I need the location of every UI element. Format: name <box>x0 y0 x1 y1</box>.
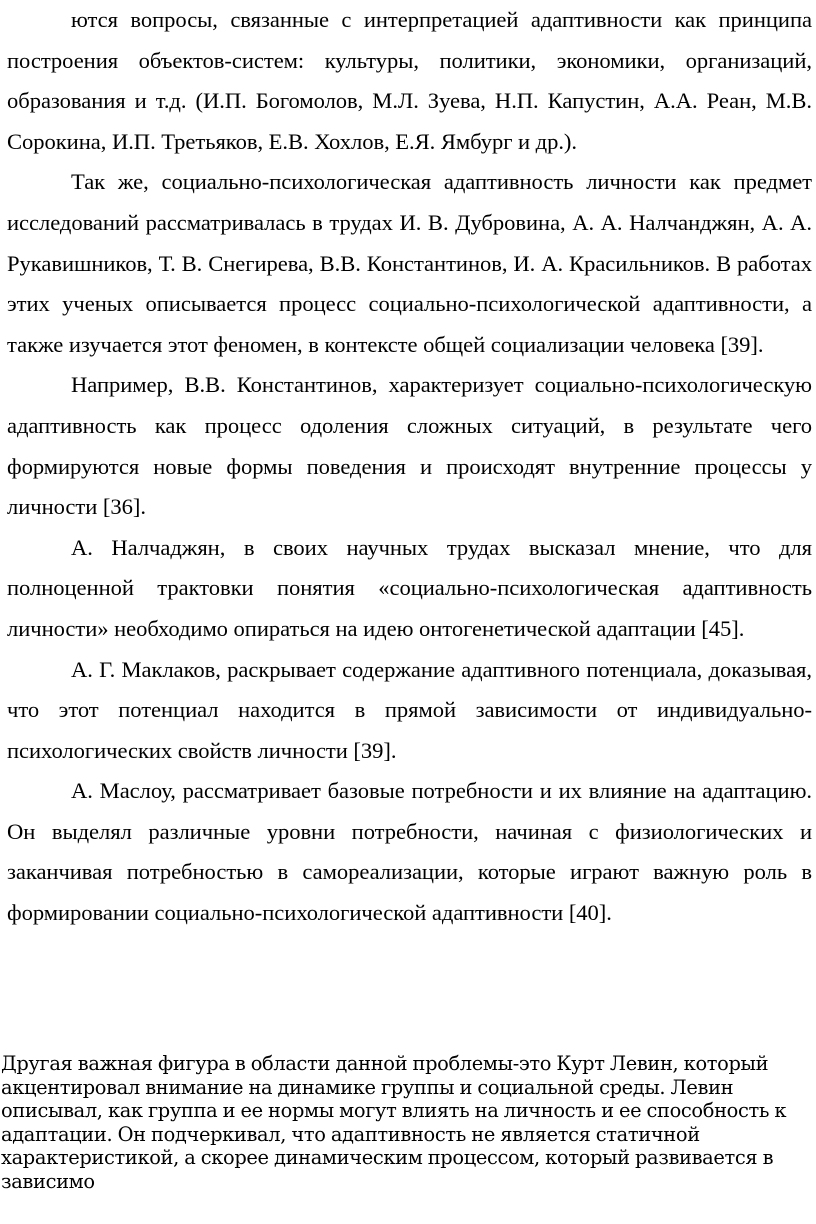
paragraph-kurt-lewin: Другая важная фигура в области данной проблемы-это Курт Левин, который акцентировал внимание на динамике группы и социальной среды. Левин описывал, как группа и ее нормы могут влиять на личность и ее способность к адаптации. Он подчеркивал, что адаптивность не является статичной характеристикой, а скорее динамическим процессом, который развивается в зависимо <box>1 1052 787 1193</box>
paragraph-maklakov: А. Г. Маклаков, раскрывает содержание адаптивного потенциала, доказывая, что этот потенциал находится в прямой зависимости от индивидуально-психологических свойств личности [39]. <box>7 656 812 763</box>
paragraph-continuation: ются вопросы, связанные с интерпретацией адаптивности как принципа построения объектов-систем: культуры, политики, экономики, организаций, образования и т.д. (И.П. Богомолов, М.Л. Зуева, Н.П. Капустин, А.А. Реан, М.В. Сорокина, И.П. Третьяков, Е.В. Хохлов, Е.Я. Ямбург и др.). <box>7 7 812 154</box>
paragraph-maslow: А. Маслоу, рассматривает базовые потребности и их влияние на адаптацию. Он выделял различные уровни потребности, начиная с физиологических и заканчивая потребностью в самореализации, которые играют важную роль в формировании социально-психологической адаптивности [40]. <box>7 778 812 926</box>
paragraph-konstantinov: Например, В.В. Константинов, характеризует социально-психологическую адаптивность как процесс одоления сложных ситуаций, в результате чего формируются новые формы поведения и происходят внутренние процессы у личности [36]. <box>7 372 812 520</box>
paragraph-nalchadzhyan: А. Налчаджян, в своих научных трудах высказал мнение, что для полноценной трактовки понятия «социально-психологическая адаптивность личности» необходимо опираться на идею онтогенетической адаптации [45]. <box>7 534 812 641</box>
paragraph-socio-psych-adaptivity: Так же, социально-психологическая адаптивность личности как предмет исследований рассматривалась в трудах И. В. Дубровина, А. А. Налчанджян, А. А. Рукавишников, Т. В. Снегирева, В.В. Константинов, И. А. Красильников. В работах этих ученых описывается процесс социально-психологической адаптивности, а также изучается этот феномен, в контексте общей социализации человека [39]. <box>7 169 812 357</box>
